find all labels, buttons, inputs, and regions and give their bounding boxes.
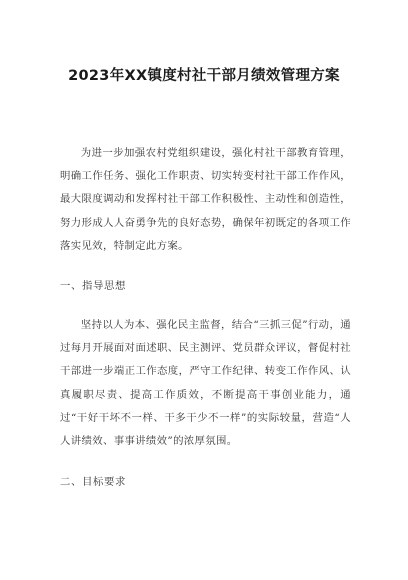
guiding-ideology-paragraph: 坚持以人为本、强化民主监督，结合“三抓三促”行动，通过每月开展面对面述职、民主测评、党员群众评议，督促村社干部进一步端正工作态度，严守工作纪律、转变工作作风、认真履职尽责、提高工作质效，不断提高干事创业能力，通过“干好干坏不一样、干多干少不一样”的实际较量，营造“人人讲绩效、事事讲绩效”的浓厚氛围。	[60, 319, 351, 448]
document-title: 2023年XX镇度村社干部月绩效管理方案	[68, 68, 340, 84]
intro-paragraph: 为进一步加强农村党组织建设，强化村社干部教育管理，明确工作任务、强化工作职责、切实转变村社干部工作作风，最大限度调动和发挥村社干部工作积极性、主动性和创造性，努力形成人人奋勇争先的良好态势，确保年初既定的各项工作落实见效，特制定此方案。	[60, 147, 351, 252]
section-heading-guiding-ideology: 一、指导思想	[60, 280, 126, 292]
section-heading-goals: 二、目标要求	[60, 476, 126, 488]
